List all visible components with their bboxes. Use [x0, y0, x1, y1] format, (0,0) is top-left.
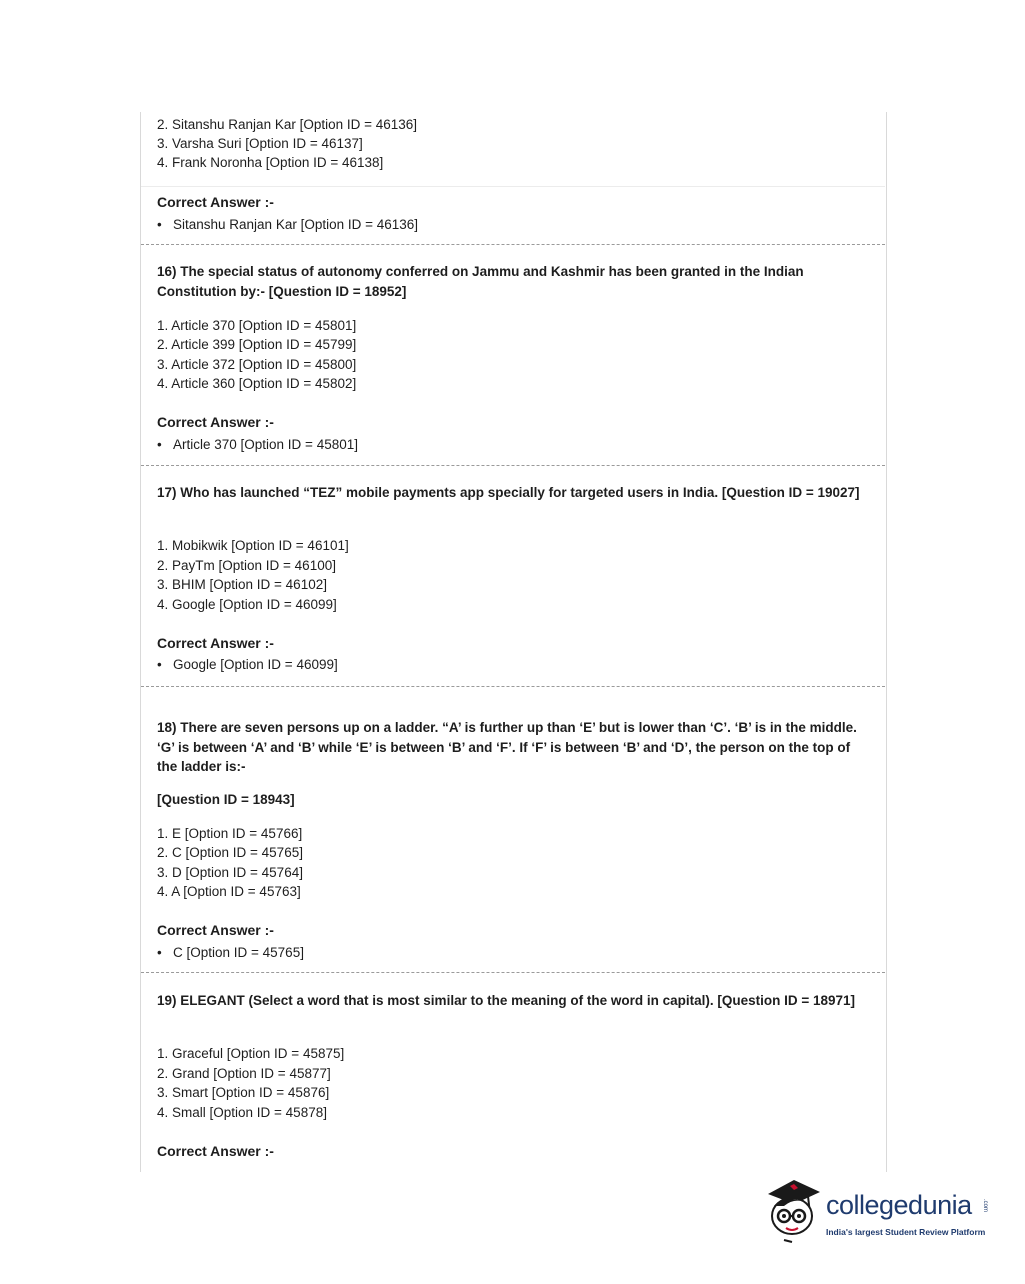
collegedunia-mascot-icon: [764, 1176, 824, 1246]
q18-option-2: 2. C [Option ID = 45765]: [157, 845, 303, 860]
q18-option-3: 3. D [Option ID = 45764]: [157, 865, 303, 880]
q19-question: 19) ELEGANT (Select a word that is most similar to the meaning of the word in capital). [Question ID = 18971]: [157, 993, 856, 1008]
bullet-icon: •: [157, 217, 162, 232]
q17-correct-answer: [157, 657, 338, 672]
q18-correct-label: Correct Answer :-: [157, 922, 274, 938]
brand-logo-com: .com: [982, 1199, 988, 1213]
bullet-icon: •: [157, 657, 162, 672]
q16-correct-label: Correct Answer :-: [157, 414, 274, 430]
q18-option-4: 4. A [Option ID = 45763]: [157, 884, 301, 899]
q15-option-3: 3. Varsha Suri [Option ID = 46137]: [157, 136, 363, 151]
q16-correct-answer: [157, 437, 358, 452]
q19-option-3: 3. Smart [Option ID = 45876]: [157, 1085, 330, 1100]
q15-correct-answer: [157, 217, 418, 232]
bullet-icon: •: [157, 437, 162, 452]
bullet-icon: •: [157, 945, 162, 960]
q17-option-3: 3. BHIM [Option ID = 46102]: [157, 577, 327, 592]
divider: [141, 186, 885, 187]
question-separator: [141, 972, 885, 973]
q19-option-4: 4. Small [Option ID = 45878]: [157, 1105, 327, 1120]
q16-option-4: 4. Article 360 [Option ID = 45802]: [157, 376, 357, 391]
question-separator: [141, 244, 885, 245]
q18-correct-text: C [Option ID = 45765]: [173, 945, 304, 960]
q19-correct-label: Correct Answer :-: [157, 1143, 274, 1159]
q15-option-4: 4. Frank Noronha [Option ID = 46138]: [157, 155, 384, 170]
brand-tagline: India's largest Student Review Platform: [826, 1227, 986, 1237]
q16-option-2: 2. Article 399 [Option ID = 45799]: [157, 337, 357, 352]
q16-question: 16) The special status of autonomy conferred on Jammu and Kashmir has been granted in the Indian Constitution by:- [Question ID = 18952]: [157, 264, 804, 299]
q17-question: 17) Who has launched “TEZ” mobile payments app specially for targeted users in India. [Question ID = 19027]: [157, 485, 860, 500]
q16-option-3: 3. Article 372 [Option ID = 45800]: [157, 357, 357, 372]
question-separator: [141, 465, 885, 466]
q17-option-1: 1. Mobikwik [Option ID = 46101]: [157, 538, 349, 553]
q15-option-2: 2. Sitanshu Ranjan Kar [Option ID = 46136]: [157, 117, 418, 132]
question-separator: [141, 686, 885, 687]
q18-question-id: [Question ID = 18943]: [157, 792, 295, 807]
q17-correct-text: Google [Option ID = 46099]: [173, 657, 338, 672]
q17-correct-label: Correct Answer :-: [157, 635, 274, 651]
q18-option-1: 1. E [Option ID = 45766]: [157, 826, 303, 841]
q18-correct-answer: [157, 945, 304, 960]
q16-correct-text: Article 370 [Option ID = 45801]: [173, 437, 358, 452]
q15-correct-label: Correct Answer :-: [157, 194, 274, 210]
q19-option-2: 2. Grand [Option ID = 45877]: [157, 1066, 331, 1081]
q17-option-4: 4. Google [Option ID = 46099]: [157, 597, 337, 612]
q16-option-1: 1. Article 370 [Option ID = 45801]: [157, 318, 357, 333]
q18-question: 18) There are seven persons up on a ladder. “A’ is further up than ‘E’ but is lower than ‘C’. ‘B’ is in the middle. ‘G’ is between ‘A’ and ‘B’ while ‘E’ is between ‘B’ and ‘F’. If ‘F’ is between ‘B’ and ‘D’, the person on the top of the ladder is:-: [157, 720, 857, 774]
q19-option-1: 1. Graceful [Option ID = 45875]: [157, 1046, 345, 1061]
brand-logo-text: collegedunia: [826, 1190, 972, 1220]
q17-option-2: 2. PayTm [Option ID = 46100]: [157, 558, 336, 573]
q15-correct-text: Sitanshu Ranjan Kar [Option ID = 46136]: [173, 217, 419, 232]
